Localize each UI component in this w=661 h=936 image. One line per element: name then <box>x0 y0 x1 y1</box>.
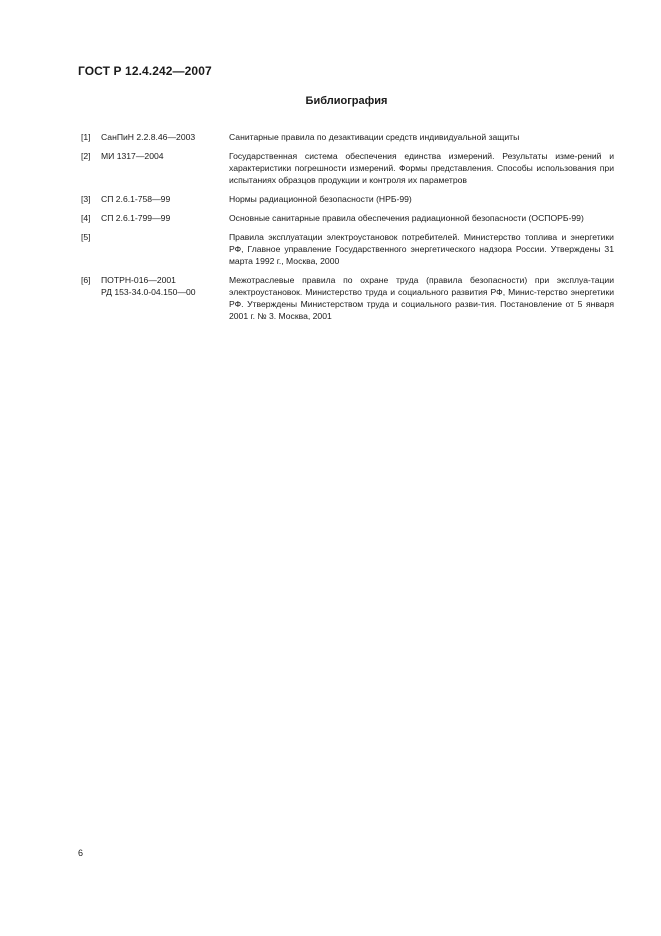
entry-number: [6] <box>81 275 91 285</box>
bibliography-entry <box>81 131 614 143</box>
bibliography-entry <box>81 212 614 224</box>
entry-code: МИ 1317—2004 <box>101 151 164 161</box>
entry-number: [4] <box>81 213 91 223</box>
entry-number: [2] <box>81 151 91 161</box>
entry-number: [3] <box>81 194 91 204</box>
entry-text: Санитарные правила по дезактивации средств индивидуальной защиты <box>229 132 520 142</box>
page-number: 6 <box>78 848 84 858</box>
bibliography-entry <box>81 274 614 322</box>
document-code-header: ГОСТ Р 12.4.242—2007 <box>78 64 212 78</box>
bibliography-list <box>81 131 614 329</box>
bibliography-entry <box>81 150 614 186</box>
entry-code: СП 2.6.1-758—99 <box>101 194 171 204</box>
entry-text: Основные санитарные правила обеспечения радиационной безопасности (ОСПОРБ-99) <box>229 213 584 223</box>
entry-number: [5] <box>81 232 91 242</box>
bibliography-entry <box>81 193 614 205</box>
entry-code: СанПиН 2.2.8.46—2003 <box>101 132 196 142</box>
entry-text: Государственная система обеспечения единства измерений. Результаты изме-рений и характеристики погрешности измерений. Формы представления. Способы использования при испытаниях образцов продукции и контроля их параметров <box>229 151 614 185</box>
entry-text: Нормы радиационной безопасности (НРБ-99) <box>229 194 412 204</box>
entry-text: Межотраслевые правила по охране труда (правила безопасности) при эксплуа-тации электроустановок. Министерство труда и социального развития РФ, Минис-терство энергетики РФ. Утверждены Министерством труда и социального разви-тия. Постановление от 5 января 2001 г. № 3. Москва, 2001 <box>229 275 614 321</box>
section-title-text: Библиография <box>305 95 388 107</box>
bibliography-entry <box>81 231 614 267</box>
entry-code: ПОТРН-016—2001 РД 153-34.0-04.150—00 <box>101 275 196 297</box>
entry-number: [1] <box>81 132 91 142</box>
entry-code <box>101 231 229 267</box>
section-title <box>0 95 661 107</box>
entry-text: Правила эксплуатации электроустановок потребителей. Министерство топлива и энергетики РФ, Главное управление Государственного энергетического надзора России. Утверждены 31 марта 1992 г., Москва, 2000 <box>229 232 614 266</box>
entry-code: СП 2.6.1-799—99 <box>101 213 171 223</box>
